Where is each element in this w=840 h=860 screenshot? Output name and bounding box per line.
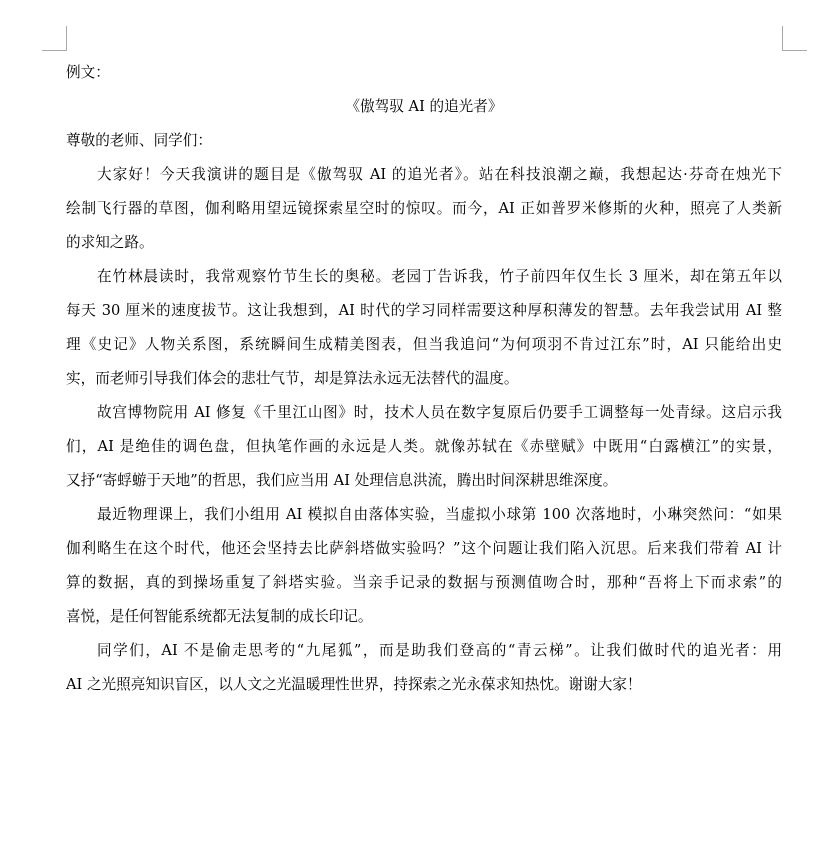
paragraph-line: 伽利略生在这个时代，他还会坚持去比萨斜塔做实验吗？”这个问题让我们陷入沉思。后来我们带着 AI 计 [66, 540, 782, 557]
paragraph [66, 396, 782, 498]
paragraph-line: 又抒“寄蜉蝣于天地”的哲思，我们应当用 AI 处理信息洪流，腾出时间深耕思维深度。 [66, 472, 618, 489]
top-right-margin-marker [782, 26, 807, 51]
paragraph-line: 故宫博物院用 AI 修复《千里江山图》时，技术人员在数字复原后仍要手工调整每一处青绿。这启示我 [97, 404, 782, 421]
paragraph-line: AI 之光照亮知识盲区，以人文之光温暖理性世界，持探索之光永葆求知热忱。谢谢大家！ [66, 676, 642, 693]
salutation: 尊敬的老师、同学们： [66, 132, 212, 149]
paragraph-line: 的求知之路。 [66, 234, 154, 251]
paragraph-line: 理《史记》人物关系图，系统瞬间生成精美图表，但当我追问“为何项羽不肯过江东”时，AI 只能给出史 [66, 336, 782, 353]
example-label: 例文： [66, 64, 110, 81]
paragraph-line: 在竹林晨读时，我常观察竹节生长的奥秘。老园丁告诉我，竹子前四年仅生长 3 厘米，却在第五年以 [97, 268, 782, 285]
paragraph-line: 最近物理课上，我们小组用 AI 模拟自由落体实验，当虚拟小球第 100 次落地时，小琳突然问：“如果 [97, 506, 782, 523]
paragraph [66, 158, 782, 260]
paragraph [66, 634, 782, 702]
paragraph-line: 大家好！今天我演讲的题目是《傲驾驭 AI 的追光者》。站在科技浪潮之巅，我想起达·芬奇在烛光下 [97, 166, 782, 183]
paragraph-line: 们，AI 是绝佳的调色盘，但执笔作画的永远是人类。就像苏轼在《赤壁赋》中既用“白露横江”的实景， [66, 438, 782, 455]
document-body [66, 56, 782, 702]
top-left-margin-marker [42, 26, 67, 51]
paragraph-line: 喜悦，是任何智能系统都无法复制的成长印记。 [66, 608, 373, 625]
paragraph [66, 498, 782, 634]
paragraph-line: 绘制飞行器的草图，伽利略用望远镜探索星空时的惊叹。而今，AI 正如普罗米修斯的火种，照亮了人类新 [66, 200, 782, 217]
paragraph-line: 每天 30 厘米的速度拔节。这让我想到，AI 时代的学习同样需要这种厚积薄发的智慧。去年我尝试用 AI 整 [66, 302, 782, 319]
speech-title: 《傲驾驭 AI 的追光者》 [345, 98, 503, 115]
paragraph [66, 260, 782, 396]
paragraph-line: 算的数据，真的到操场重复了斜塔实验。当亲手记录的数据与预测值吻合时，那种“吾将上下而求索”的 [66, 574, 782, 591]
paragraph-line: 同学们，AI 不是偷走思考的“九尾狐”，而是助我们登高的“青云梯”。让我们做时代的追光者：用 [97, 642, 782, 659]
paragraph-line: 实，而老师引导我们体会的悲壮气节，却是算法永远无法替代的温度。 [66, 370, 519, 387]
